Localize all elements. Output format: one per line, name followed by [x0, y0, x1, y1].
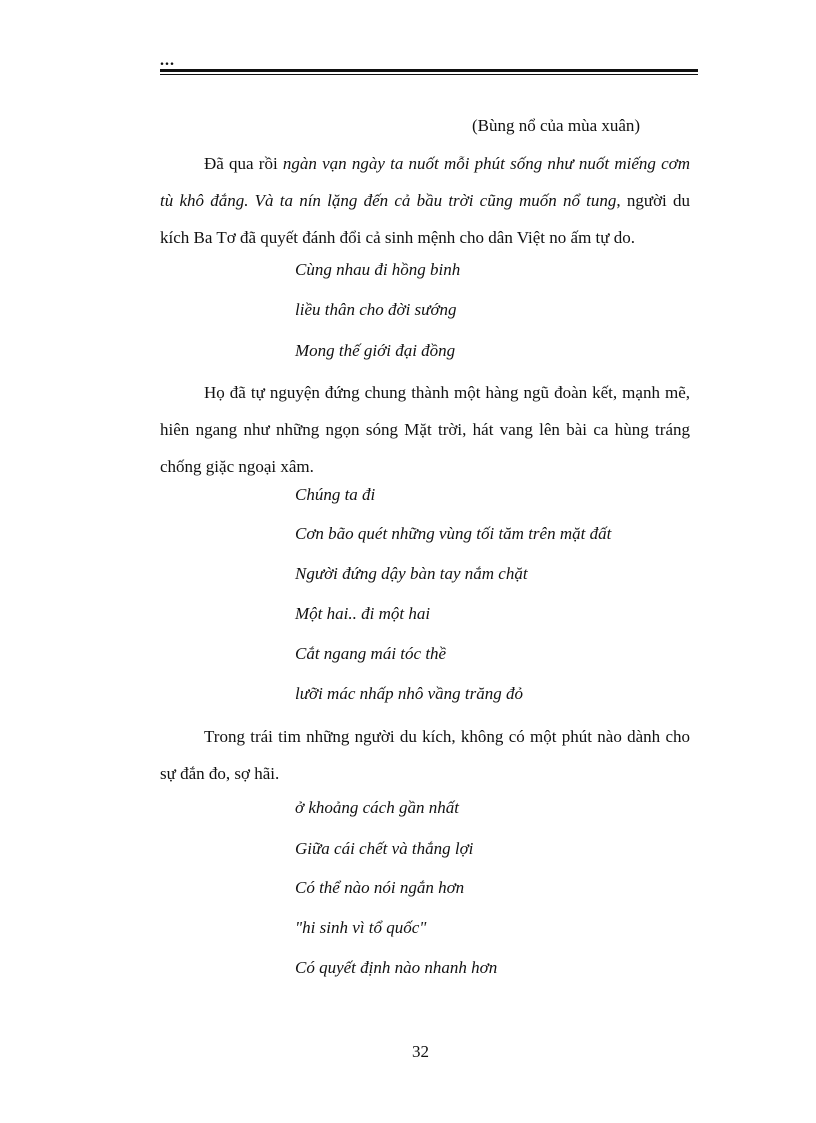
poem-2-line-6: lưỡi mác nhấp nhô vầng trăng đỏ: [295, 684, 523, 703]
poem-2-line-5: Cắt ngang mái tóc thề: [295, 644, 447, 663]
poem-3-line-1: ở khoảng cách gần nhất: [295, 798, 459, 817]
paragraph-2: Họ đã tự nguyện đứng chung thành một hàng ngũ đoàn kết, mạnh mẽ, hiên ngang như những ngọn sóng Mặt trời, hát vang lên bài ca hùng tráng chống giặc ngoại xâm.: [160, 383, 690, 476]
source-note: (Bùng nổ của mùa xuân): [472, 116, 641, 135]
poem-1-line-3: Mong thế giới đại đồng: [295, 341, 456, 360]
poem-2-line-1: Chúng ta đi: [295, 485, 376, 504]
paragraph-3: Trong trái tim những người du kích, không có một phút nào dành cho sự đắn đo, sợ hãi.: [160, 727, 690, 783]
header-rule-thick: [160, 69, 698, 72]
poem-2-line-4: Một hai.. đi một hai: [295, 604, 431, 623]
poem-1-line-2: liều thân cho đời sướng: [295, 300, 457, 319]
header-rule-thin: [160, 74, 698, 75]
poem-1-line-1: Cùng nhau đi hồng binh: [295, 260, 461, 279]
poem-3-line-2: Giữa cái chết và thắng lợi: [295, 839, 474, 858]
page-number: 32: [412, 1042, 429, 1061]
paragraph-1-intro: Đã qua rồi: [204, 154, 283, 173]
poem-2-line-3: Người đứng dậy bàn tay nắm chặt: [295, 564, 528, 583]
poem-2-line-2: Cơn bão quét những vùng tối tăm trên mặt đất: [295, 524, 612, 543]
poem-3-line-5: Có quyết định nào nhanh hơn: [295, 958, 498, 977]
paragraph-1-rest: , người du kích Ba Tơ đã quyết đánh đổi cả sinh mệnh cho dân Việt no ấm tự do.: [160, 191, 691, 247]
paragraph-1: [160, 145, 690, 256]
poem-3-line-4: "hi sinh vì tổ quốc": [295, 918, 427, 937]
header-ellipsis: ...: [160, 52, 175, 69]
paragraph-1-italic: ngàn vạn ngày ta nuốt mỗi phút sống như nuốt miếng cơm tù khô đắng. Và ta nín lặng đến cả bầu trời cũng muốn nổ tung: [160, 154, 690, 210]
poem-3-line-3: Có thể nào nói ngắn hơn: [295, 878, 465, 897]
